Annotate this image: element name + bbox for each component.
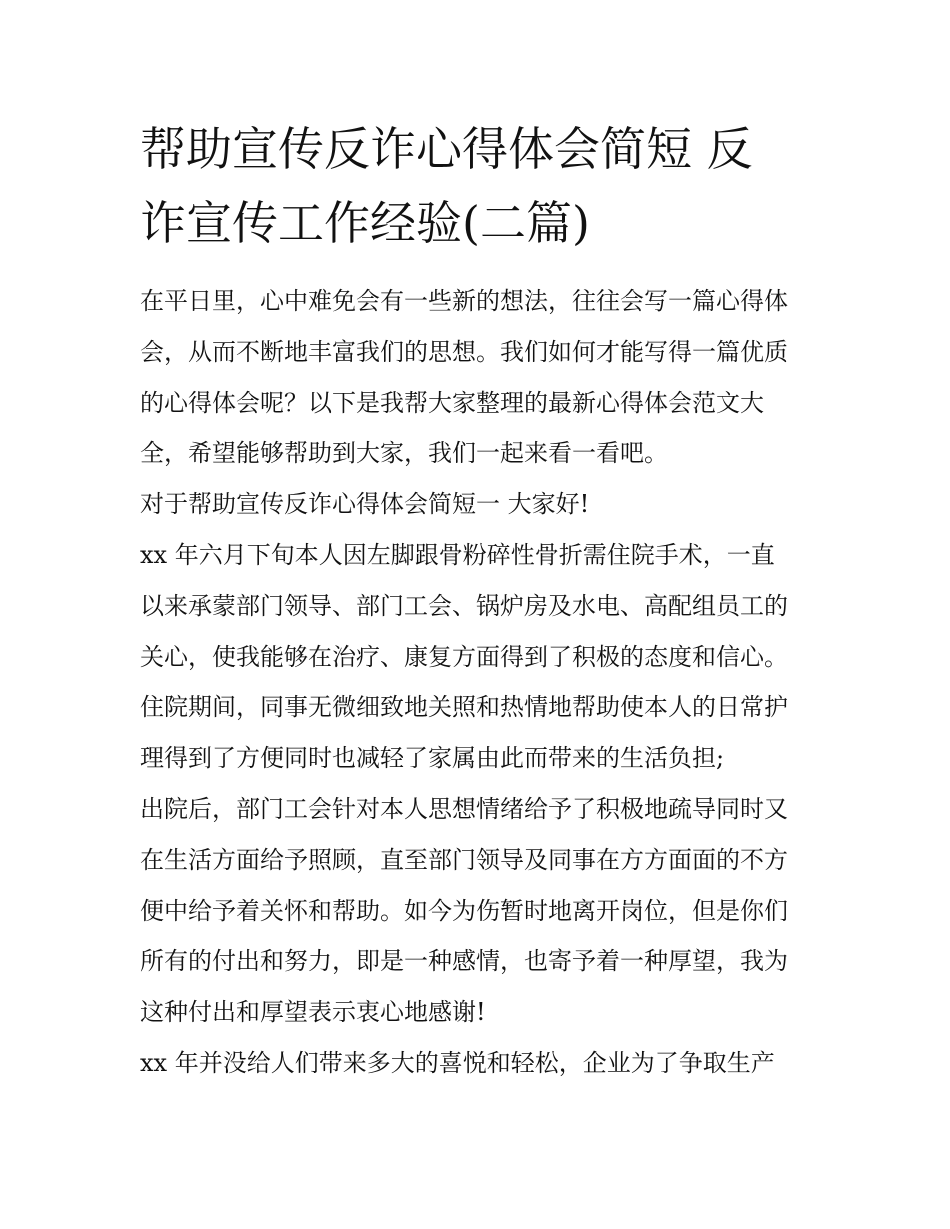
body-line: 对于帮助宣传反诈心得体会简短一 大家好! bbox=[140, 490, 590, 519]
body-line: 以来承蒙部门领导、部门工会、锅炉房及水电、高配组员工的 bbox=[140, 591, 788, 620]
body-line: 在生活方面给予照顾，直至部门领导及同事在方方面面的不方 bbox=[140, 845, 788, 874]
body-line: 这种付出和厚望表示衷心地感谢! bbox=[140, 998, 486, 1027]
body-line: 会，从而不断地丰富我们的思想。我们如何才能写得一篇优质 bbox=[140, 337, 788, 366]
body-line: 的心得体会呢？以下是我帮大家整理的最新心得体会范文大 bbox=[140, 388, 764, 417]
body-line: xx 年并没给人们带来多大的喜悦和轻松，企业为了争取生产 bbox=[140, 1048, 775, 1077]
body-line: 便中给予着关怀和帮助。如今为伤暂时地离开岗位，但是你们 bbox=[140, 896, 788, 925]
body-line: 出院后，部门工会针对本人思想情绪给予了积极地疏导同时又 bbox=[140, 794, 788, 823]
body-line: 关心，使我能够在治疗、康复方面得到了积极的态度和信心。 bbox=[140, 642, 788, 671]
document-title bbox=[140, 112, 820, 260]
body-line: 理得到了方便同时也减轻了家属由此而带来的生活负担; bbox=[140, 744, 725, 773]
title-line: 帮助宣传反诈心得体会简短 反 bbox=[140, 122, 753, 176]
title-line: 诈宣传工作经验(二篇) bbox=[140, 196, 590, 250]
body-line: 所有的付出和努力，即是一种感情，也寄予着一种厚望，我为 bbox=[140, 947, 788, 976]
body-line: 在平日里，心中难免会有一些新的想法，往往会写一篇心得体 bbox=[140, 287, 788, 315]
body-line: 全，希望能够帮助到大家，我们一起来看一看吧。 bbox=[140, 439, 668, 468]
body-line: 住院期间，同事无微细致地关照和热情地帮助使本人的日常护 bbox=[140, 693, 788, 722]
document-body bbox=[140, 276, 830, 1089]
body-line: xx 年六月下旬本人因左脚跟骨粉碎性骨折需住院手术，一直 bbox=[140, 540, 775, 569]
